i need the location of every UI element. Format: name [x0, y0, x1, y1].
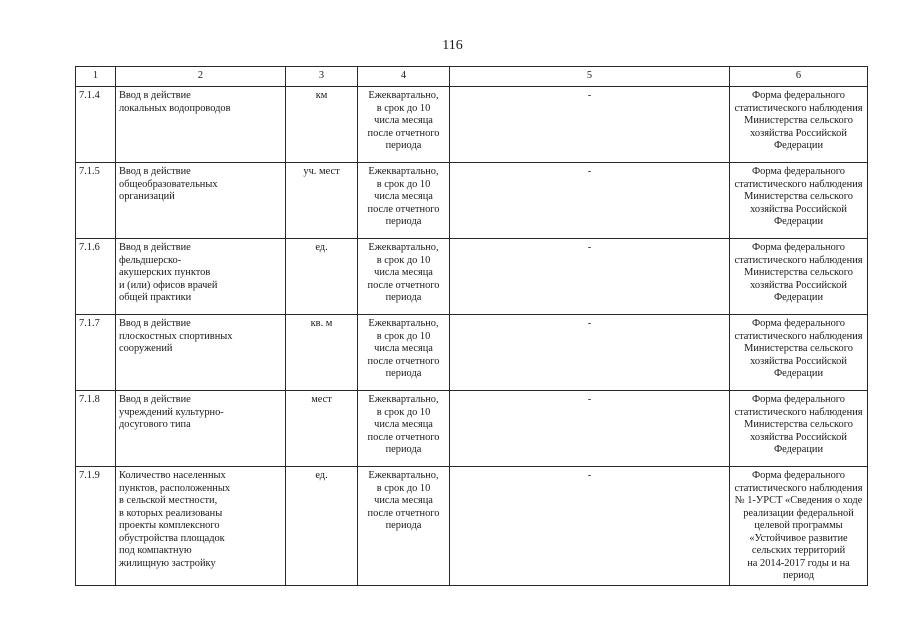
header-col-4: 4	[358, 67, 450, 87]
indicator-name: Количество населенных пунктов, расположенных в сельской местности, в которых реализованы проекты комплексного обустройства площадок под компактную жилищную застройку	[116, 467, 286, 586]
unit: мест	[286, 391, 358, 467]
table-row	[76, 391, 868, 467]
reporting-period: Ежеквартально, в срок до 10 числа месяца после отчетного периода	[358, 87, 450, 163]
table-row	[76, 467, 868, 586]
indicator-name: Ввод в действие локальных водопроводов	[116, 87, 286, 163]
data-source: Форма федерального статистического наблюдения Министерства сельского хозяйства Российской Федерации	[730, 239, 868, 315]
unit: км	[286, 87, 358, 163]
table-row	[76, 315, 868, 391]
table-body	[76, 87, 868, 586]
unit: кв. м	[286, 315, 358, 391]
calculation-method: -	[450, 467, 730, 586]
data-source: Форма федерального статистического наблюдения Министерства сельского хозяйства Российской Федерации	[730, 163, 868, 239]
unit: уч. мест	[286, 163, 358, 239]
calculation-method: -	[450, 163, 730, 239]
header-col-3: 3	[286, 67, 358, 87]
table-row	[76, 87, 868, 163]
reporting-period: Ежеквартально, в срок до 10 числа месяца после отчетного периода	[358, 315, 450, 391]
data-source: Форма федерального статистического наблюдения Министерства сельского хозяйства Российской Федерации	[730, 87, 868, 163]
indicator-name: Ввод в действие общеобразовательных организаций	[116, 163, 286, 239]
indicator-name: Ввод в действие учреждений культурно- досугового типа	[116, 391, 286, 467]
reporting-period: Ежеквартально, в срок до 10 числа месяца после отчетного периода	[358, 467, 450, 586]
reporting-period: Ежеквартально, в срок до 10 числа месяца после отчетного периода	[358, 239, 450, 315]
row-number: 7.1.6	[76, 239, 116, 315]
page-number: 116	[442, 38, 463, 53]
data-source: Форма федерального статистического наблюдения Министерства сельского хозяйства Российской Федерации	[730, 315, 868, 391]
row-number: 7.1.4	[76, 87, 116, 163]
unit: ед.	[286, 239, 358, 315]
calculation-method: -	[450, 315, 730, 391]
row-number: 7.1.8	[76, 391, 116, 467]
row-number: 7.1.7	[76, 315, 116, 391]
row-number: 7.1.5	[76, 163, 116, 239]
header-col-6: 6	[730, 67, 868, 87]
header-col-5: 5	[450, 67, 730, 87]
table-row	[76, 163, 868, 239]
header-col-1: 1	[76, 67, 116, 87]
indicator-name: Ввод в действие плоскостных спортивных сооружений	[116, 315, 286, 391]
reporting-period: Ежеквартально, в срок до 10 числа месяца после отчетного периода	[358, 391, 450, 467]
header-row	[76, 67, 868, 87]
calculation-method: -	[450, 239, 730, 315]
data-source: Форма федерального статистического наблюдения Министерства сельского хозяйства Российской Федерации	[730, 391, 868, 467]
table-header	[76, 67, 868, 87]
unit: ед.	[286, 467, 358, 586]
calculation-method: -	[450, 391, 730, 467]
table-row	[76, 239, 868, 315]
header-col-2: 2	[116, 67, 286, 87]
reporting-period: Ежеквартально, в срок до 10 числа месяца после отчетного периода	[358, 163, 450, 239]
row-number: 7.1.9	[76, 467, 116, 586]
indicator-name: Ввод в действие фельдшерско- акушерских пунктов и (или) офисов врачей общей практики	[116, 239, 286, 315]
indicators-table	[75, 66, 868, 586]
calculation-method: -	[450, 87, 730, 163]
data-source: Форма федерального статистического наблюдения № 1-УРСТ «Сведения о ходе реализации федеральной целевой программы «Устойчивое развитие сельских территорий на 2014-2017 годы и на период	[730, 467, 868, 586]
